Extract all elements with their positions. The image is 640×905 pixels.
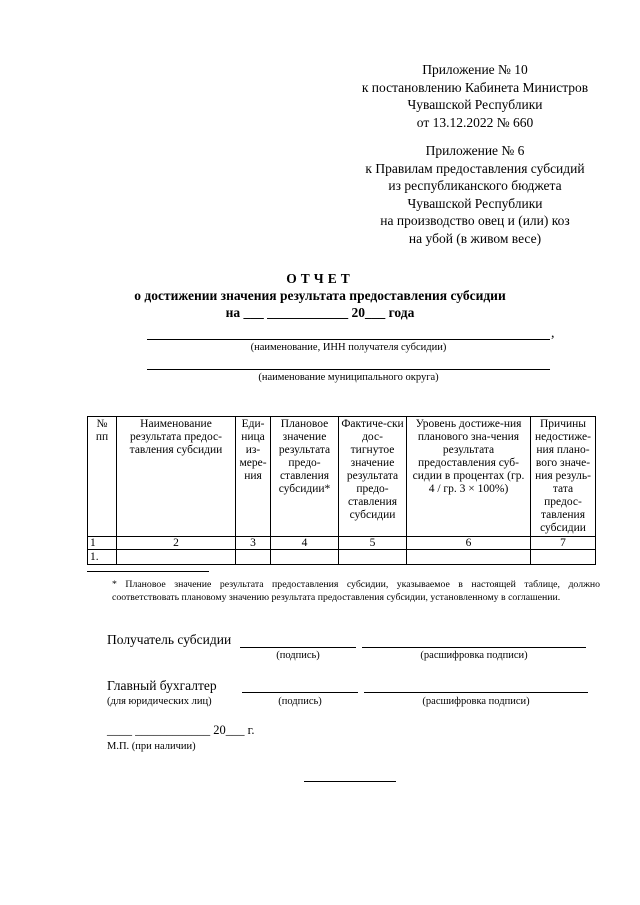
signature-caption: (подпись)	[276, 650, 320, 661]
column-number: 1	[88, 537, 117, 550]
table-cell[interactable]	[236, 550, 271, 565]
report-title	[0, 270, 640, 321]
table-cell[interactable]	[531, 550, 596, 565]
district-caption: (наименование муниципального округа)	[258, 372, 439, 383]
column-number: 4	[271, 537, 339, 550]
report-date[interactable]: ____ ____________ 20___ г.	[107, 723, 255, 737]
table-cell[interactable]	[271, 550, 339, 565]
annex-line: к Правилам предоставления субсидий	[365, 160, 585, 176]
recipient-caption: (наименование, ИНН получателя субсидии)	[250, 342, 447, 353]
table-cell[interactable]	[117, 550, 236, 565]
table-header-cell: Фактиче-ски дос-тигнутое значение результата предо-ставления субсидии	[339, 417, 407, 537]
column-number: 5	[339, 537, 407, 550]
annex-line: Приложение № 6	[425, 143, 525, 158]
table-header-cell: Еди-ница из-мере-ния	[236, 417, 271, 537]
table-cell[interactable]	[407, 550, 531, 565]
annex-header-resolution	[330, 61, 620, 131]
column-number: 3	[236, 537, 271, 550]
table-header-cell: Причины недостиже-ния плано-вого значе-ния резуль-тата предос-тавления субсидии	[531, 417, 596, 537]
decoding-caption: (расшифровка подписи)	[422, 696, 530, 707]
annex-line: из республиканского бюджета	[388, 178, 562, 193]
recipient-signature-line[interactable]	[240, 647, 356, 648]
footnote: * Плановое значение результата предоставления субсидии, указываемое в настоящей таблице, должно соответствовать плановому значению результата предоставления субсидии, установленному в соглашении.	[112, 579, 600, 603]
recipient-decoding-line[interactable]	[362, 647, 586, 648]
report-title-main: ОТЧЕТ	[286, 271, 354, 286]
annex-line: к постановлению Кабинета Министров	[361, 79, 589, 95]
table-cell: 1.	[88, 550, 117, 565]
table-number-row	[88, 537, 596, 550]
district-line[interactable]	[147, 369, 550, 370]
recipient-signature-label: Получатель субсидии	[107, 632, 232, 647]
table-row	[88, 550, 596, 565]
annex-header-rules	[330, 142, 620, 247]
table-header-cell: Наименование результата предос-тавления субсидии	[117, 417, 236, 537]
table-header-cell: Плановое значение результата предо-ставления субсидии*	[271, 417, 339, 537]
recipient-comma: ,	[551, 326, 555, 341]
accountant-signature-line[interactable]	[242, 692, 358, 693]
accountant-label: Главный бухгалтер	[107, 678, 217, 693]
annex-line: Чувашской Республики	[407, 97, 543, 112]
column-number: 2	[117, 537, 236, 550]
report-table	[87, 416, 596, 565]
column-number: 7	[531, 537, 596, 550]
annex-line: на убой (в живом весе)	[408, 230, 542, 246]
report-title-sub: о достижении значения результата предоставления субсидии	[134, 288, 506, 303]
column-number: 6	[407, 537, 531, 550]
decoding-caption: (расшифровка подписи)	[420, 650, 528, 661]
table-cell[interactable]	[339, 550, 407, 565]
table-header-row	[88, 417, 596, 537]
table-header-cell: № пп	[88, 417, 117, 537]
signature-caption: (подпись)	[278, 696, 322, 707]
stamp-note: М.П. (при наличии)	[107, 741, 196, 752]
recipient-line[interactable]	[147, 339, 550, 340]
annex-line: Приложение № 10	[422, 62, 528, 77]
annex-line: от 13.12.2022 № 660	[416, 114, 534, 130]
report-title-period: на ___ ____________ 20___ года	[225, 305, 415, 320]
annex-line: на производство овец и (или) коз	[380, 213, 570, 228]
accountant-decoding-line[interactable]	[364, 692, 588, 693]
closing-line	[304, 781, 396, 782]
annex-line: Чувашской Республики	[407, 195, 543, 211]
table-header-cell: Уровень достиже-ния планового зна-чения результата предоставления суб-сидии в процентах (гр. 4 / гр. 3 × 100%)	[407, 417, 531, 537]
footnote-separator	[87, 571, 209, 572]
accountant-note: (для юридических лиц)	[107, 696, 212, 707]
